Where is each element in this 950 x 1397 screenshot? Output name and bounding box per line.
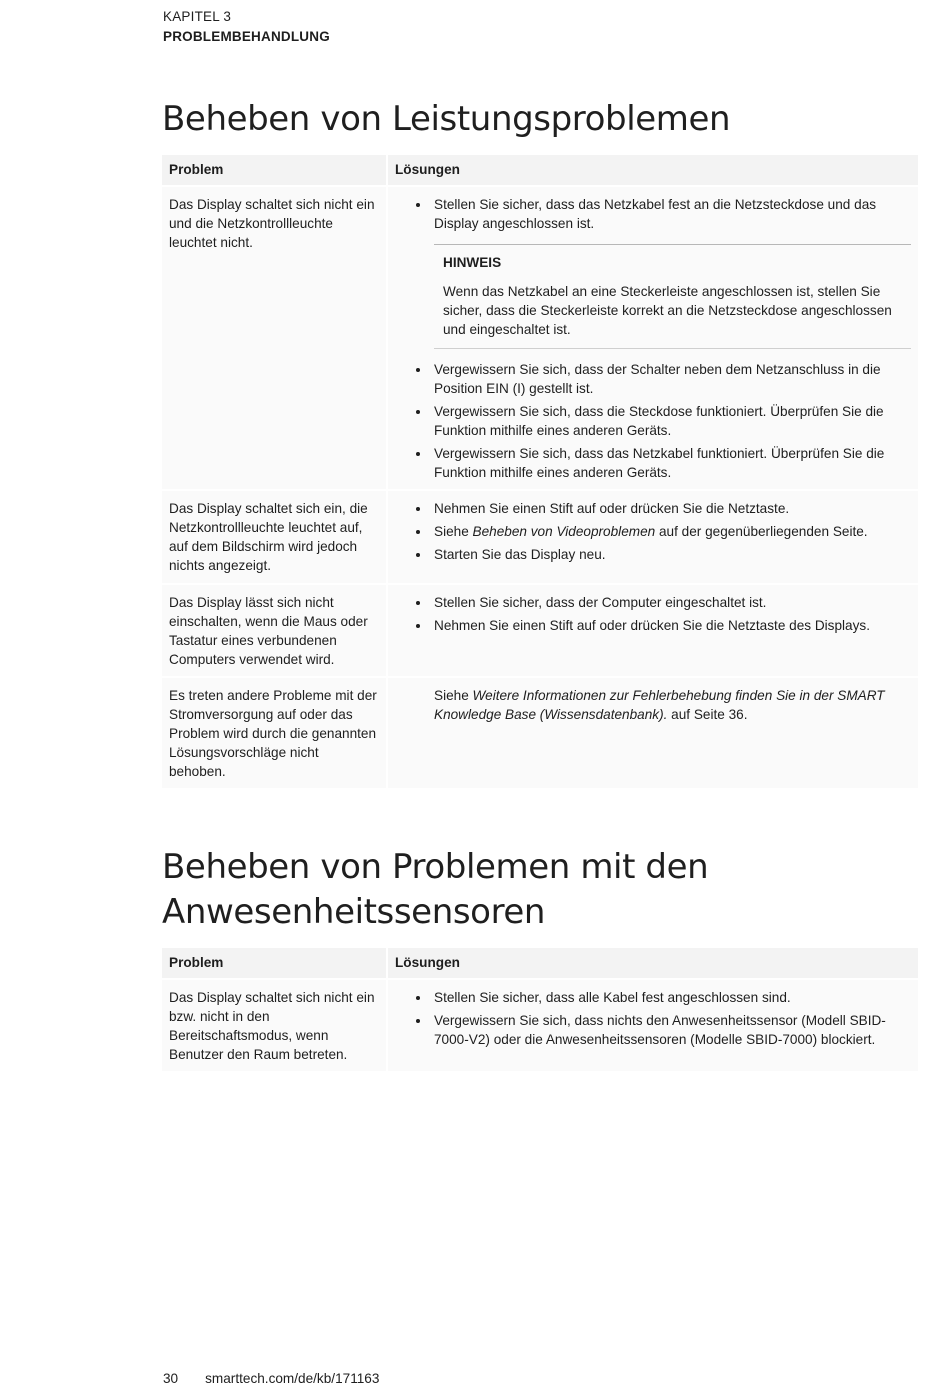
section-title-power: Beheben von Leistungsproblemen	[162, 99, 731, 139]
solution-item: Vergewissern Sie sich, dass der Schalter neben dem Netzanschluss in die Position EIN (I) gestellt ist.	[434, 360, 911, 398]
solution-list	[397, 195, 911, 233]
cross-reference-link[interactable]: Weitere Informationen zur Fehlerbehebung finden Sie in der SMART Knowledge Base (Wissensdatenbank).	[434, 687, 885, 722]
page-number: 30	[163, 1371, 179, 1386]
solution-list	[397, 988, 911, 1049]
column-header-problem: Problem	[162, 948, 388, 978]
table-header-row	[162, 948, 918, 978]
page-header	[163, 7, 330, 47]
solution-item: Stellen Sie sicher, dass alle Kabel fest angeschlossen sind.	[434, 988, 911, 1007]
solution-text-post: auf Seite 36.	[667, 706, 748, 722]
column-header-problem: Problem	[162, 155, 388, 185]
sensor-problems-table	[162, 946, 918, 1073]
solution-list	[397, 593, 911, 635]
table-row	[162, 187, 918, 489]
table-row	[162, 980, 918, 1071]
problem-cell: Das Display lässt sich nicht einschalten, wenn die Maus oder Tastatur eines verbundenen Computers verwendet wird.	[162, 585, 388, 676]
solution-text: auf der gegenüberliegenden Seite.	[655, 524, 868, 540]
solution-item: Nehmen Sie einen Stift auf oder drücken Sie die Netztaste.	[434, 499, 911, 518]
column-header-solutions: Lösungen	[388, 155, 918, 185]
table-row	[162, 585, 918, 676]
solutions-cell	[388, 187, 918, 489]
problem-cell: Das Display schaltet sich nicht ein und die Netzkontrollleuchte leuchtet nicht.	[162, 187, 388, 489]
note-text: Wenn das Netzkabel an eine Steckerleiste angeschlossen ist, stellen Sie sicher, dass die Steckerleiste korrekt an die Netzsteckdose angeschlossen und eingeschaltet ist.	[443, 284, 892, 338]
chapter-title: PROBLEMBEHANDLUNG	[163, 29, 330, 44]
solutions-cell	[388, 678, 918, 788]
solution-list	[397, 360, 911, 483]
column-header-solutions: Lösungen	[388, 948, 918, 978]
problem-cell: Das Display schaltet sich ein, die Netzkontrollleuchte leuchtet auf, auf dem Bildschirm wird jedoch nichts angezeigt.	[162, 491, 388, 582]
solutions-cell	[388, 585, 918, 676]
cross-reference-link[interactable]: Beheben von Videoproblemen	[472, 524, 656, 540]
table-row	[162, 491, 918, 582]
table-row	[162, 678, 918, 788]
solution-item	[434, 522, 911, 541]
problem-cell: Das Display schaltet sich nicht ein bzw. nicht in den Bereitschaftsmodus, wenn Benutzer den Raum betreten.	[162, 980, 388, 1071]
solution-item: Nehmen Sie einen Stift auf oder drücken Sie die Netztaste des Displays.	[434, 616, 911, 635]
note-title: HINWEIS	[443, 255, 502, 271]
section-title-sensors: Beheben von Problemen mit den Anwesenheitssensoren	[162, 847, 709, 932]
solutions-cell	[388, 491, 918, 582]
solution-item: Starten Sie das Display neu.	[434, 545, 911, 564]
power-problems-table	[162, 153, 918, 790]
solution-item: Stellen Sie sicher, dass das Netzkabel fest an die Netzsteckdose und das Display angeschlossen ist.	[434, 195, 911, 233]
footer-url[interactable]: smarttech.com/de/kb/171163	[205, 1371, 380, 1386]
problem-cell: Es treten andere Probleme mit der Stromversorgung auf oder das Problem wird durch die genannten Lösungsvorschläge nicht behoben.	[162, 678, 388, 788]
table-header-row	[162, 155, 918, 185]
solution-text-pre: Siehe	[434, 687, 473, 703]
solution-item: Vergewissern Sie sich, dass nichts den Anwesenheitssensor (Modell SBID-7000-V2) oder die Anwesenheitssensoren (Modelle SBID-7000) blockiert.	[434, 1011, 911, 1049]
solution-item: Vergewissern Sie sich, dass die Steckdose funktioniert. Überprüfen Sie die Funktion mithilfe eines anderen Geräts.	[434, 402, 911, 440]
chapter-label: KAPITEL 3	[163, 9, 232, 24]
solution-text	[397, 686, 911, 724]
solutions-cell	[388, 980, 918, 1071]
solution-item: Vergewissern Sie sich, dass das Netzkabel funktioniert. Überprüfen Sie die Funktion mithilfe eines anderen Geräts.	[434, 444, 911, 482]
page-footer	[163, 1371, 379, 1386]
solution-item: Stellen Sie sicher, dass der Computer eingeschaltet ist.	[434, 593, 911, 612]
solution-list	[397, 499, 911, 564]
note-box	[434, 244, 911, 348]
solution-text: Siehe	[434, 524, 473, 540]
